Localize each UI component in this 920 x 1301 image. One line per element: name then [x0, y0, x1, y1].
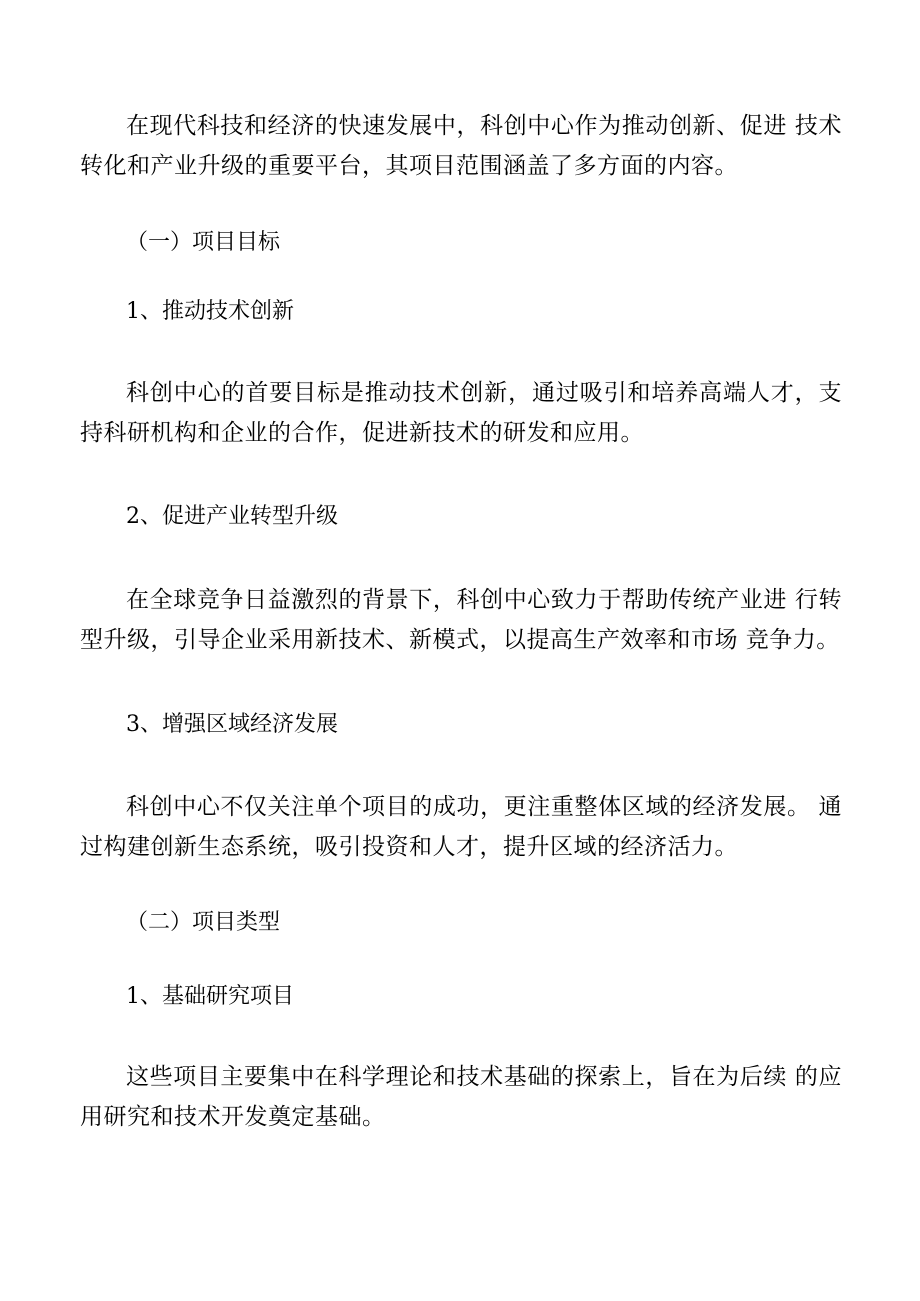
item-body-regional-economy: 科创中心不仅关注单个项目的成功，更注重整体区域的经济发展。 通过构建创新生态系统，吸引投资和人才，提升区域的经济活力。: [80, 794, 842, 860]
item-body-basic-research: 这些项目主要集中在科学理论和技术基础的探索上，旨在为后续 的应用研究和技术开发奠定基础。: [80, 1064, 842, 1130]
item-body-industry-upgrade: 在全球竞争日益激烈的背景下，科创中心致力于帮助传统产业进 行转型升级，引导企业采用新技术、新模式，以提高生产效率和市场 竞争力。: [80, 587, 842, 653]
item-title-regional-economy: 3、增强区域经济发展: [126, 712, 338, 737]
section-heading-types: （二）项目类型: [126, 910, 281, 935]
section-heading-goals: （一）项目目标: [126, 230, 281, 255]
intro-paragraph: 在现代科技和经济的快速发展中，科创中心作为推动创新、促进 技术转化和产业升级的重要平台，其项目范围涵盖了多方面的内容。: [80, 113, 842, 179]
item-title-industry-upgrade: 2、促进产业转型升级: [126, 504, 338, 529]
item-title-basic-research: 1、基础研究项目: [126, 984, 294, 1009]
item-body-tech-innovation: 科创中心的首要目标是推动技术创新，通过吸引和培养高端人才，支持科研机构和企业的合作，促进新技术的研发和应用。: [80, 380, 842, 446]
item-title-tech-innovation: 1、推动技术创新: [126, 299, 294, 324]
